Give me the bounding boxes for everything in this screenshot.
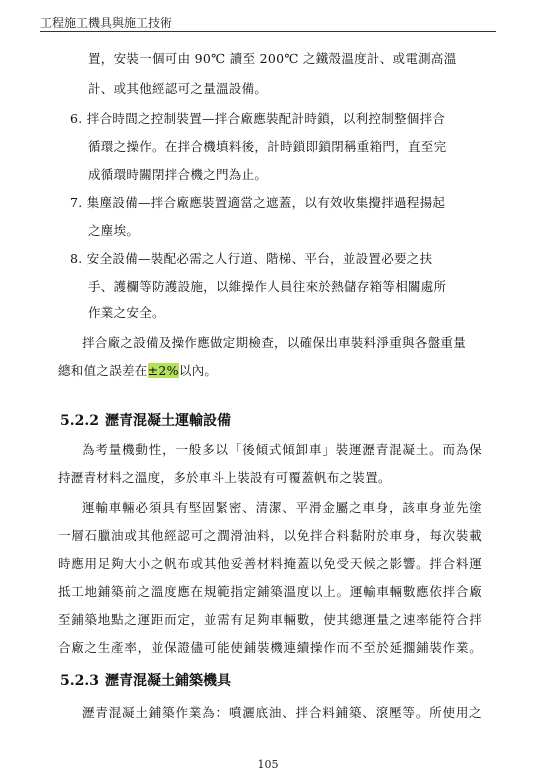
tolerance-line (58, 362, 217, 380)
section-title: 瀝青混凝土運輸設備 (104, 413, 231, 429)
list-item-7-line: 7. 集塵設備—拌合廠應裝置適當之遮蓋，以有效收集攪拌過程揚起 (70, 195, 446, 210)
text-line: 手、護欄等防護設施，以維操作人員往來於熱儲存箱等相關處所 (88, 279, 447, 294)
tolerance-suffix: 以內。 (178, 363, 218, 378)
paragraph-line: 合廠之生產率，並保證儘可能使鋪裝機連續操作而不至於延擱鋪裝作業。 (58, 640, 482, 655)
paragraph-line: 時應用足夠大小之帆布或其他妥善材料掩蓋以免受天候之影響。拌合料運 (58, 556, 482, 571)
paragraph-line: 瀝青混凝土鋪築作業為：噴灑底油、拌合料鋪築、滾壓等。所使用之 (82, 705, 482, 720)
paragraph-line: 一層石臘油或其他經認可之潤滑油料，以免拌合料黏附於車身，每次裝載 (58, 528, 482, 543)
section-heading-5-2-2 (60, 410, 231, 430)
section-title: 瀝青混凝土鋪築機具 (104, 673, 231, 689)
paragraph-line: 持瀝青材料之溫度，多於車斗上裝設有可覆蓋帆布之裝置。 (58, 470, 391, 485)
paragraph-line: 運輸車輛必須具有堅固緊密、清潔、平滑金屬之車身，該車身並先塗 (82, 500, 482, 515)
text-line: 置，安裝一個可由 90℃ 讀至 200℃ 之鐵殼溫度計、或電測高溫 (88, 51, 457, 66)
section-number: 5.2.2 (60, 413, 99, 429)
highlighted-tolerance: ±2% (147, 363, 179, 378)
tolerance-prefix: 總和值之誤差在 (58, 363, 148, 378)
page-number: 105 (257, 758, 279, 771)
text-line: 作業之安全。 (88, 305, 165, 320)
paragraph-line: 為考量機動性，一般多以「後傾式傾卸車」裝運瀝青混凝土。而為保 (82, 442, 482, 457)
text-line: 之塵埃。 (88, 223, 140, 238)
paragraph-line: 拌合廠之設備及操作應做定期檢查，以確保出車裝料淨重與各盤重量 (82, 335, 467, 350)
text-line: 計、或其他經認可之量溫設備。 (88, 81, 268, 96)
paragraph-line: 至鋪築地點之運距而定，並需有足夠車輛數，使其總運量之速率能符合拌 (58, 612, 482, 627)
section-heading-5-2-3 (60, 670, 231, 690)
text-line: 成循環時關閉拌合機之門為止。 (88, 167, 268, 182)
running-header: 工程施工機具與施工技術 (40, 16, 173, 30)
section-number: 5.2.3 (60, 673, 99, 689)
paragraph-line: 抵工地鋪築前之溫度應在規範指定鋪築溫度以上。運輸車輛數應依拌合廠 (58, 584, 482, 599)
list-item-8-line: 8. 安全設備—裝配必需之人行道、階梯、平台，並設置必要之扶 (70, 251, 433, 266)
header-divider (40, 31, 496, 32)
list-item-6-line: 6. 拌合時間之控制裝置—拌合廠應裝配計時鎖，以利控制整個拌合 (70, 111, 446, 126)
text-line: 循環之操作。在拌合機填料後，計時鎖即鎖閉稱重箱門，直至完 (88, 139, 447, 154)
